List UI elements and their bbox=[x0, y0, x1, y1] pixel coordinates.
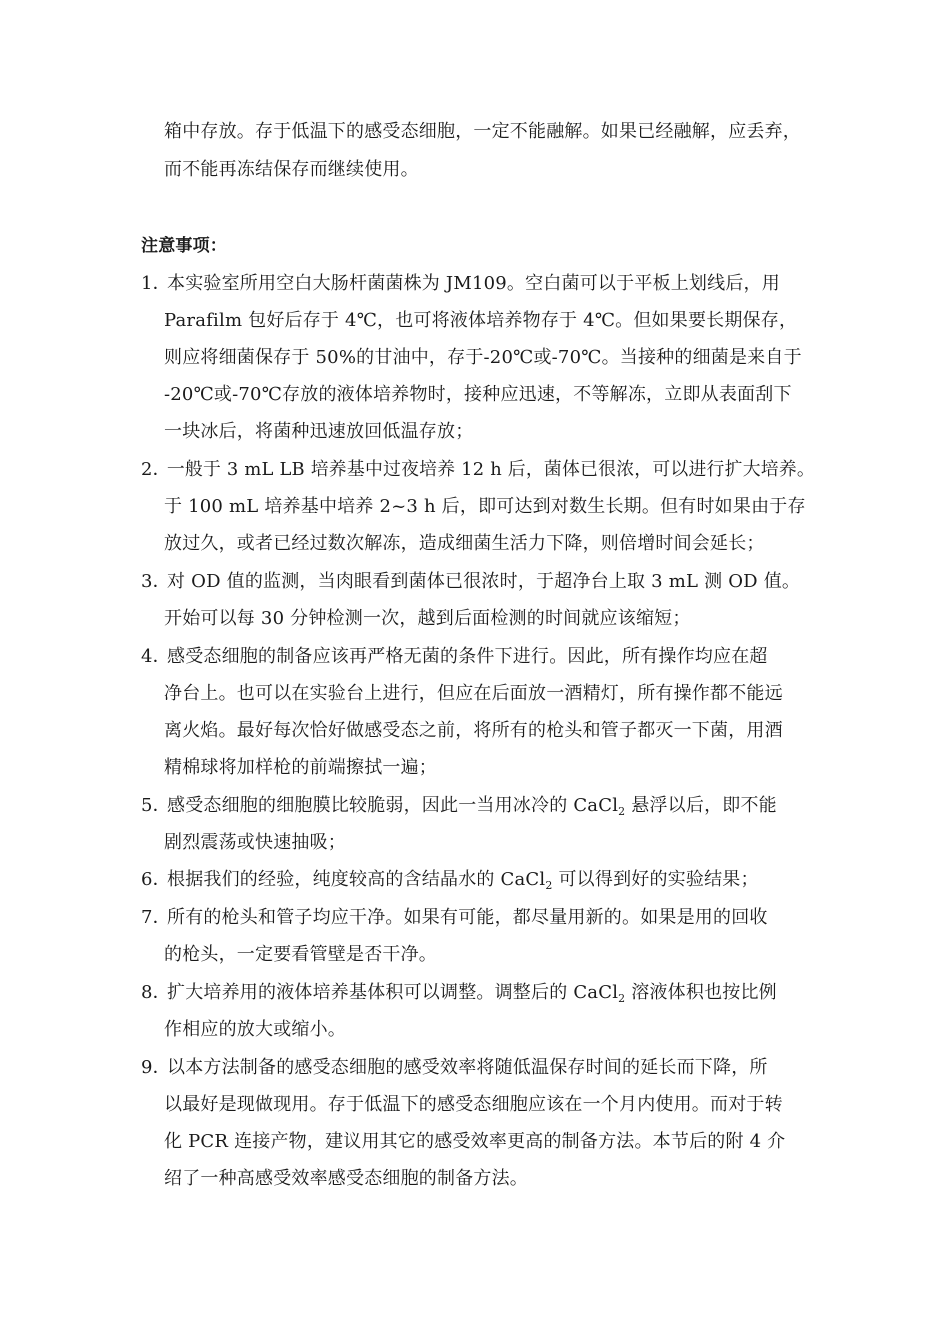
note-text: 离火焰。最好每次恰好做感受态之前，将所有的枪头和管子都灭一下菌，用酒 bbox=[164, 720, 783, 741]
intro-line-1: 箱中存放。存于低温下的感受态细胞，一定不能融解。如果已经融解，应丢弃， bbox=[164, 121, 801, 142]
note-text: 剧烈震荡或快速抽吸； bbox=[164, 832, 346, 853]
note-number: 8． bbox=[141, 982, 171, 1003]
note-number: 2． bbox=[141, 459, 171, 480]
note-text: 所有的枪头和管子均应干净。如果有可能，都尽量用新的。如果是用的回收 bbox=[167, 907, 768, 928]
note-number: 5． bbox=[141, 795, 171, 816]
note-item-3 bbox=[141, 570, 800, 594]
note-text: 净台上。也可以在实验台上进行，但应在后面放一酒精灯，所有操作都不能远 bbox=[164, 683, 783, 704]
note-text: 根据我们的经验，纯度较高的含结晶水的 CaCl bbox=[167, 869, 546, 890]
note-item-7 bbox=[141, 906, 768, 930]
note-text: 扩大培养用的液体培养基体积可以调整。调整后的 CaCl bbox=[167, 982, 619, 1003]
note-text: 感受态细胞的细胞膜比较脆弱，因此一当用冰冷的 CaCl bbox=[167, 795, 619, 816]
note-item-2 bbox=[141, 458, 815, 482]
note-number: 1． bbox=[141, 273, 171, 294]
note-text: 一块冰后，将菌种迅速放回低温存放； bbox=[164, 421, 474, 442]
note-text: Parafilm 包好后存于 4℃，也可将液体培养物存于 4℃。但如果要长期保存， bbox=[164, 310, 798, 331]
note-text: 于 100 mL 培养基中培养 2~3 h 后，即可达到对数生长期。但有时如果由于存 bbox=[164, 496, 806, 517]
note-number: 9． bbox=[141, 1057, 171, 1078]
subscript: 2 bbox=[545, 879, 553, 892]
note-text: 化 PCR 连接产物，建议用其它的感受效率更高的制备方法。本节后的附 4 介 bbox=[164, 1131, 786, 1152]
note-text: 感受态细胞的制备应该再严格无菌的条件下进行。因此，所有操作均应在超 bbox=[167, 646, 768, 667]
note-text: 的枪头，一定要看管壁是否干净。 bbox=[164, 944, 437, 965]
note-text: 则应将细菌保存于 50%的甘油中，存于-20℃或-70℃。当接种的细菌是来自于 bbox=[164, 347, 802, 368]
note-text: 以最好是现做现用。存于低温下的感受态细胞应该在一个月内使用。而对于转 bbox=[164, 1094, 783, 1115]
intro-line-2: 而不能再冻结保存而继续使用。 bbox=[164, 159, 419, 180]
notes-heading: 注意事项： bbox=[141, 236, 227, 256]
note-text: 可以得到好的实验结果； bbox=[552, 869, 759, 890]
note-text: 绍了一种高感受效率感受态细胞的制备方法。 bbox=[164, 1168, 528, 1189]
subscript: 2 bbox=[618, 805, 626, 818]
note-item-6 bbox=[141, 868, 759, 892]
note-item-9 bbox=[141, 1056, 768, 1080]
note-text: 溶液体积也按比例 bbox=[625, 982, 777, 1003]
note-number: 7． bbox=[141, 907, 171, 928]
note-number: 6． bbox=[141, 869, 171, 890]
note-number: 4． bbox=[141, 646, 171, 667]
note-number: 3． bbox=[141, 571, 171, 592]
note-item-4 bbox=[141, 645, 768, 669]
note-text: 一般于 3 mL LB 培养基中过夜培养 12 h 后，菌体已很浓，可以进行扩大培养。 bbox=[166, 459, 815, 480]
note-item-8 bbox=[141, 981, 777, 1005]
note-text: 作相应的放大或缩小。 bbox=[164, 1019, 346, 1040]
note-text: 本实验室所用空白大肠杆菌菌株为 JM109。空白菌可以于平板上划线后，用 bbox=[167, 273, 780, 294]
note-text: 精棉球将加样枪的前端擦拭一遍； bbox=[164, 757, 437, 778]
note-text: 放过久，或者已经过数次解冻，造成细菌生活力下降，则倍增时间会延长； bbox=[164, 533, 765, 554]
note-text: 以本方法制备的感受态细胞的感受效率将随低温保存时间的延长而下降，所 bbox=[167, 1057, 768, 1078]
note-text: 悬浮以后，即不能 bbox=[625, 795, 777, 816]
note-item-1 bbox=[141, 272, 780, 296]
note-text: -20℃或-70℃存放的液体培养物时，接种应迅速，不等解冻，立即从表面刮下 bbox=[164, 384, 792, 405]
note-text: 开始可以每 30 分钟检测一次，越到后面检测的时间就应该缩短； bbox=[164, 608, 691, 629]
note-text: 对 OD 值的监测，当肉眼看到菌体已很浓时，于超净台上取 3 mL 测 OD 值。 bbox=[167, 571, 801, 592]
subscript: 2 bbox=[618, 992, 626, 1005]
note-item-5 bbox=[141, 794, 777, 818]
